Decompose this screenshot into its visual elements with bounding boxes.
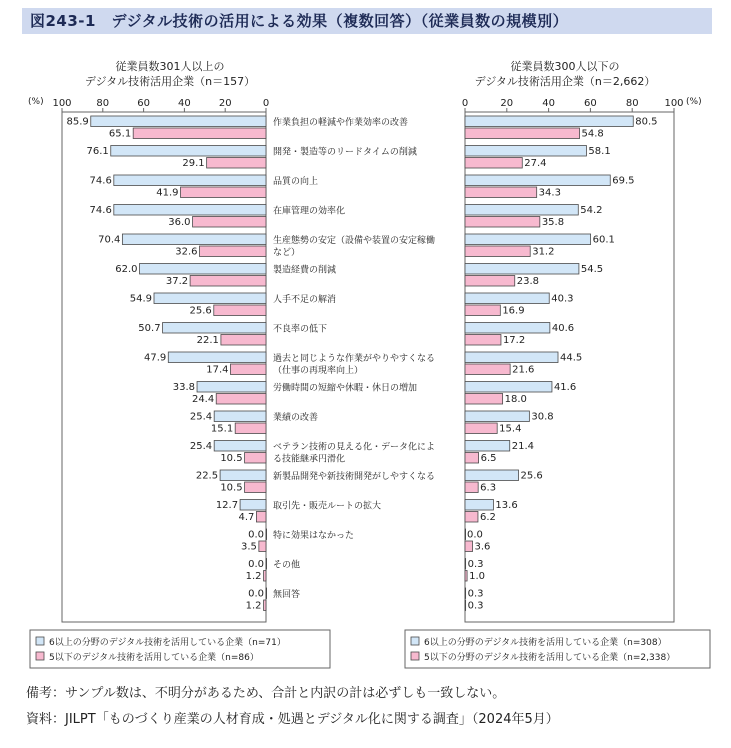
category-label: 作業負担の軽減や作業効率の改善 [273, 118, 409, 128]
tick-label-left: 80 [96, 98, 110, 109]
panel-title-left: 従業員数301人以上の [115, 60, 225, 73]
data-label-right-s1: 40.6 [551, 323, 575, 334]
bar-right-s1 [465, 411, 529, 422]
tick-label-right: 0 [461, 98, 469, 109]
bar-left-s1 [91, 116, 266, 127]
legend-label-left-s2: 5以下のデジタル技術を活用している企業（n=86） [49, 653, 259, 663]
tick-label-right: 40 [542, 98, 555, 109]
data-label-right-s1: 44.5 [560, 352, 583, 364]
bar-right-s2 [465, 128, 580, 139]
data-label-right-s2: 35.8 [541, 217, 565, 228]
data-label-right-s2: 54.8 [581, 128, 604, 140]
legend-swatch-right-s2 [411, 652, 419, 660]
bar-right-s2 [465, 158, 522, 169]
category-label: 特に効果はなかった [273, 531, 355, 541]
bar-left-s2 [245, 453, 266, 464]
data-label-left-s2: 65.1 [108, 128, 132, 140]
data-label-left-s1: 54.9 [129, 293, 153, 305]
bar-left-s1 [140, 264, 266, 275]
bar-right-s1 [465, 116, 633, 127]
bar-left-s1 [266, 588, 267, 599]
category-label: （仕事の再現率向上） [273, 366, 364, 376]
tick-label-right: 60 [584, 98, 597, 109]
bar-right-s2 [465, 246, 530, 257]
tick-label-right: 100 [664, 98, 684, 109]
data-label-left-s2: 3.5 [240, 541, 257, 553]
data-label-left-s2: 17.4 [206, 364, 229, 376]
data-label-right-s1: 41.6 [553, 382, 577, 393]
bar-right-s2 [465, 305, 500, 316]
figure-source: 資料：JILPT「ものづくり産業の人材育成・処遇とデジタル化に関する調査」（2024年5月） [26, 712, 559, 727]
legend-label-left-s1: 6以上の分野のデジタル技術を活用している企業（n=71） [49, 638, 286, 648]
bar-left-s2 [259, 541, 266, 552]
data-label-left-s1: 22.5 [195, 470, 219, 482]
data-label-right-s1: 80.5 [635, 116, 658, 128]
data-label-left-s2: 4.7 [238, 512, 255, 523]
bar-right-s1 [465, 352, 558, 363]
bar-left-s2 [133, 128, 266, 139]
category-label: 過去と同じような作業がやりやすくなる [273, 354, 436, 364]
data-label-left-s2: 25.6 [189, 305, 212, 317]
bar-right-s2 [465, 276, 515, 287]
legend-label-right-s1: 6以上の分野のデジタル技術を活用している企業（n=308） [424, 638, 667, 648]
data-label-left-s1: 74.6 [89, 175, 112, 187]
category-label: 不良率の低下 [273, 324, 328, 335]
data-label-right-s2: 34.3 [538, 187, 561, 199]
legend-swatch-left-s2 [36, 652, 44, 660]
data-label-right-s2: 16.9 [502, 305, 525, 317]
tick-label-left: 60 [137, 98, 150, 109]
data-label-right-s2: 3.6 [474, 541, 491, 553]
bar-left-s2 [214, 305, 266, 316]
bar-right-s1 [465, 264, 579, 275]
data-label-right-s1: 21.4 [511, 441, 534, 452]
data-label-right-s1: 25.6 [520, 470, 543, 482]
data-label-right-s2: 0.3 [467, 600, 484, 612]
data-label-left-s2: 24.4 [191, 394, 215, 405]
category-label: 人手不足の解消 [273, 295, 337, 305]
data-label-right-s2: 6.5 [480, 453, 497, 464]
panel-subtitle-right: デジタル技術活用企業（n＝2,662） [474, 75, 656, 88]
bar-right-s2 [465, 541, 473, 552]
bar-right-s1 [465, 205, 578, 216]
bar-left-s2 [193, 217, 266, 228]
data-label-right-s2: 6.3 [480, 482, 497, 494]
bar-left-s2 [245, 482, 266, 493]
data-label-left-s2: 29.1 [182, 158, 205, 169]
data-label-right-s1: 30.8 [531, 411, 554, 423]
data-label-right-s1: 54.2 [580, 205, 603, 216]
tick-label-left: 0 [262, 98, 270, 109]
data-label-left-s1: 0.0 [248, 529, 264, 541]
bar-left-s2 [256, 512, 266, 523]
bar-left-s2 [264, 600, 266, 611]
bar-right-s2 [465, 187, 537, 198]
bar-right-s1 [465, 529, 466, 540]
data-label-left-s1: 62.0 [115, 264, 138, 275]
category-label: 新製品開発や新技術開発がしやすくなる [273, 472, 436, 482]
data-label-left-s2: 32.6 [175, 246, 198, 258]
bar-right-s1 [465, 588, 466, 599]
data-label-left-s2: 1.2 [245, 600, 262, 612]
data-label-left-s1: 47.9 [144, 352, 167, 364]
bar-left-s1 [111, 146, 266, 157]
figure-title: 図243-1 デジタル技術の活用による効果（複数回答）（従業員数の規模別） [22, 8, 712, 34]
data-label-right-s1: 0.3 [467, 559, 484, 570]
data-label-left-s2: 1.2 [245, 571, 262, 582]
data-label-right-s2: 23.8 [516, 276, 540, 287]
data-label-right-s2: 17.2 [502, 335, 526, 346]
bar-left-s1 [163, 323, 266, 334]
bar-left-s1 [214, 441, 266, 452]
panel-subtitle-left: デジタル技術活用企業（n＝157） [84, 75, 256, 88]
data-label-right-s1: 0.3 [467, 588, 484, 600]
tick-label-right: 80 [625, 98, 639, 109]
bar-left-s2 [190, 276, 266, 287]
bar-right-s2 [465, 394, 503, 405]
bar-left-s2 [216, 394, 266, 405]
bar-right-s1 [465, 234, 591, 245]
tick-label-left: 100 [52, 98, 72, 109]
panel-title-right: 従業員数300人以下の [510, 60, 620, 73]
category-label: 労働時間の短縮や休暇・休日の増加 [273, 383, 418, 394]
data-label-right-s2: 31.2 [532, 246, 555, 258]
category-label: 業績の改善 [273, 413, 319, 423]
bar-right-s2 [465, 512, 478, 523]
category-label: その他 [273, 560, 301, 571]
data-label-left-s1: 74.6 [89, 205, 112, 216]
bar-left-s2 [199, 246, 266, 257]
bar-left-s2 [181, 187, 266, 198]
bar-left-s1 [197, 382, 266, 393]
bar-left-s1 [154, 293, 266, 304]
bar-right-s2 [465, 217, 540, 228]
data-label-left-s2: 41.9 [156, 187, 179, 199]
bar-right-s1 [465, 175, 610, 186]
bar-right-s1 [465, 146, 586, 157]
data-label-right-s1: 58.1 [588, 146, 611, 157]
data-label-left-s1: 0.0 [248, 559, 264, 570]
data-label-left-s2: 15.1 [210, 423, 234, 435]
unit-label-left: (%) [28, 97, 44, 107]
bar-right-s1 [465, 323, 550, 334]
tick-label-right: 20 [500, 98, 514, 109]
data-label-left-s1: 25.4 [189, 441, 213, 452]
legend-swatch-left-s1 [36, 637, 44, 645]
data-label-right-s2: 21.6 [512, 364, 535, 376]
bar-right-s1 [465, 382, 552, 393]
bar-right-s2 [465, 600, 466, 611]
data-label-right-s2: 15.4 [499, 423, 522, 435]
data-label-left-s1: 25.4 [189, 411, 213, 423]
bar-left-s2 [264, 571, 266, 582]
unit-label-right: (%) [686, 97, 702, 107]
data-label-left-s1: 12.7 [215, 500, 239, 511]
data-label-right-s2: 18.0 [504, 394, 527, 405]
category-label: ベテラン技術の見える化・データ化によ [273, 442, 436, 453]
bar-right-s2 [465, 482, 478, 493]
figure-note: 備考：サンプル数は、不明分があるため、合計と内訳の計は必ずしも一致しない。 [26, 686, 506, 701]
data-label-left-s2: 10.5 [220, 453, 243, 464]
category-label: 生産態勢の安定（設備や装置の安定稼働 [273, 236, 436, 246]
tick-label-left: 40 [178, 98, 191, 109]
data-label-right-s1: 40.3 [551, 293, 574, 305]
bar-left-s2 [207, 158, 266, 169]
bar-left-s1 [240, 500, 266, 511]
data-label-right-s2: 1.0 [469, 571, 485, 582]
bar-left-s2 [235, 423, 266, 434]
category-label: 製造経費の削減 [273, 265, 337, 276]
bar-right-s1 [465, 470, 519, 481]
data-label-left-s2: 10.5 [220, 482, 243, 494]
bar-right-s1 [465, 559, 466, 570]
bar-right-s2 [465, 571, 467, 582]
bar-right-s1 [465, 500, 493, 511]
data-label-left-s1: 33.8 [172, 382, 196, 393]
category-label: 取引先・販売ルートの拡大 [273, 501, 382, 512]
data-label-left-s2: 22.1 [196, 335, 219, 346]
legend-swatch-right-s1 [411, 637, 419, 645]
data-label-right-s1: 60.1 [592, 234, 615, 246]
category-label: 無回答 [273, 590, 301, 600]
bar-left-s1 [114, 175, 266, 186]
data-label-right-s1: 69.5 [612, 175, 635, 187]
category-label: 品質の向上 [273, 177, 319, 187]
data-label-right-s2: 27.4 [524, 158, 547, 169]
bar-left-s1 [168, 352, 266, 363]
data-label-left-s1: 76.1 [86, 146, 109, 157]
bar-left-s1 [266, 559, 267, 570]
data-label-left-s1: 70.4 [98, 234, 121, 246]
bar-right-s2 [465, 335, 501, 346]
bar-right-s2 [465, 453, 479, 464]
bar-right-s1 [465, 293, 549, 304]
data-label-left-s1: 50.7 [138, 323, 161, 334]
bar-left-s1 [114, 205, 266, 216]
legend-label-right-s2: 5以下の分野のデジタル技術を活用している企業（n=2,338） [424, 653, 676, 663]
bar-left-s2 [231, 364, 266, 375]
bar-left-s1 [214, 411, 266, 422]
data-label-left-s1: 0.0 [248, 588, 264, 600]
category-label: 開発・製造等のリードタイムの削減 [273, 147, 417, 158]
data-label-right-s1: 13.6 [495, 500, 518, 511]
data-label-left-s2: 37.2 [165, 276, 189, 287]
data-label-right-s2: 6.2 [479, 512, 496, 523]
category-label: 在庫管理の効率化 [273, 206, 346, 217]
bar-right-s1 [465, 441, 510, 452]
bar-right-s2 [465, 423, 497, 434]
data-label-left-s2: 36.0 [168, 217, 191, 228]
category-label: る技能継承円滑化 [273, 454, 346, 465]
bar-left-s1 [122, 234, 266, 245]
bar-left-s1 [220, 470, 266, 481]
bar-right-s2 [465, 364, 510, 375]
bar-left-s2 [221, 335, 266, 346]
category-label: など） [273, 248, 301, 258]
tick-label-left: 20 [218, 98, 232, 109]
data-label-left-s1: 85.9 [66, 116, 89, 128]
bar-left-s1 [266, 529, 267, 540]
data-label-right-s1: 0.0 [467, 529, 483, 541]
data-label-right-s1: 54.5 [580, 264, 604, 275]
